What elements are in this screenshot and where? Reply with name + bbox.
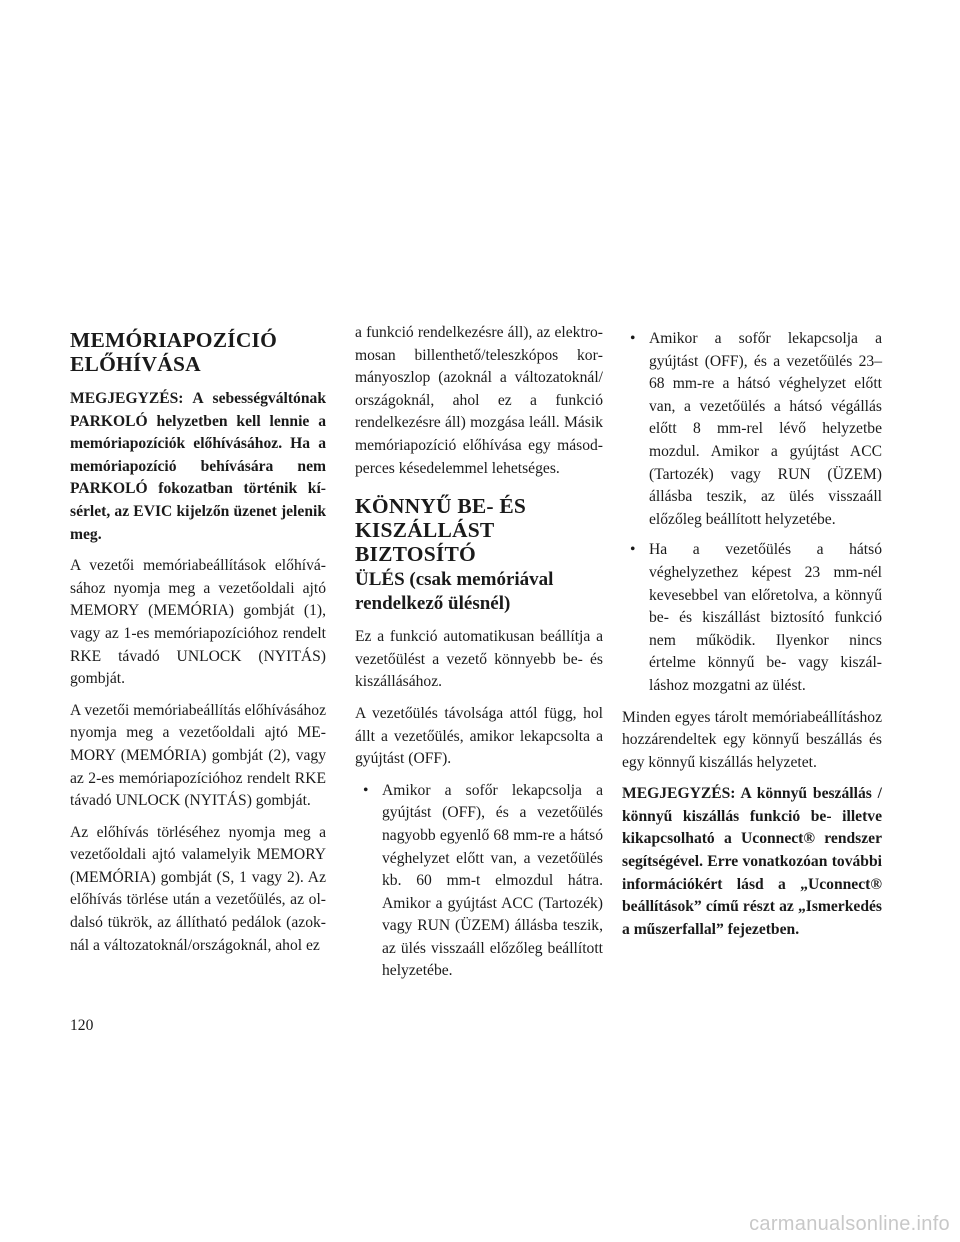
list-item (355, 780, 603, 983)
bullet-glyph: • (630, 330, 636, 347)
watermark: carmanualsonline.info (749, 1213, 950, 1235)
page-number: 120 (70, 1017, 94, 1034)
section-subheading-easy-entry: ÜLÉS (csak memóriával rendelkező ülésnél) (355, 569, 554, 615)
bullet-list (622, 328, 882, 698)
column-right (622, 328, 882, 950)
paragraph: A vezetőülés távolsága attól függ, hol állt a vezetőülés, amikor lekapcsolta a gyújtást (OFF). (355, 704, 603, 768)
note-paragraph: MEGJEGYZÉS: A könnyű beszállás / könnyű kiszállás funkció be- illetve kikapcsolható a Uconnect® rendszer segítségével. Erre vonatkozóan további információkért lásd a „Uconnect® beállítások” című részt az „Ismerkedés a műszerfallal” fejezetben. (622, 785, 882, 938)
section-heading-memory-recall: MEMÓRIAPOZÍCIÓ ELŐHÍVÁSA (70, 328, 278, 376)
bullet-list (355, 780, 603, 983)
paragraph-continued: a funkció rendelkezésre áll), az elektromosan billenthető/teleszkópos kormányoszlop (azoknál a változatoknál/ országoknál, ahol ez a funkció rendelkezésre áll) mozgása leáll. Másik memóriapozíció előhívása egy másodperces késedelemmel lehetséges. (355, 324, 603, 477)
list-item-text: Amikor a sofőr lekapcsolja a gyújtást (OFF), és a vezetőülés nagyobb egyenlő 68 mm-re a hátsó véghelyzet előtt van, a vezetőülés kb. 60 mm-t elmozdul hátra. Amikor a gyújtást ACC (Tartozék) vagy RUN (ÜZEM) állásba teszik, az ülés visszaáll előzőleg beállított helyzetébe. (382, 781, 603, 980)
paragraph: Minden egyes tárolt memóriabeállításhoz hozzárendeltek egy könnyű beszállás és egy könnyű kiszállás helyzetet. (622, 708, 882, 771)
paragraph: Az előhívás törléséhez nyomja meg a vezetőoldali ajtó valamelyik MEMORY (MEMÓRIA) gombját (S, 1 vagy 2). Az előhívás törlése után a vezetőülés, az oldalsó tükrök, az állítható pedálok (azoknál a változatoknál/országoknál, ahol ez (70, 823, 326, 954)
column-middle (355, 322, 603, 992)
list-item-text: Ha a vezetőülés a hátsó véghelyzethez képest 23 mm-nél kevesebbel van előretolva, a könnyű be- és kiszállást biztosító funkció nem működik. Ilyenkor nincs értelme könnyű be- vagy kiszálláshoz mozgatni az ülést. (649, 541, 882, 694)
paragraph: A vezetői memóriabeállítások előhívásához nyomja meg a vezetőoldali ajtó MEMORY (MEMÓRIA) gombját (1), vagy az 1-es memóriapozícióhoz rendelt RKE távadó UNLOCK (NYITÁS) gombját. (70, 557, 326, 688)
list-item (622, 539, 882, 697)
bullet-glyph: • (630, 541, 636, 559)
paragraph: A vezetői memóriabeállítás előhívásához nyomja meg a vezetőoldali ajtó MEMORY (MEMÓRIA) gombját (2), vagy az 2-es memóriapozícióhoz rendelt RKE távadó UNLOCK (NYITÁS) gombját. (70, 701, 326, 810)
note-paragraph: MEGJEGYZÉS: A sebességváltónak PARKOLÓ helyzetben kell lennie a memóriapozíciók előhívásához. Ha a memóriapozíció behívására nem PARKOLÓ fokozatban történik kísérlet, az EVIC kijelzőn üzenet jelenik meg. (70, 390, 326, 543)
section-heading-easy-entry: KÖNNYŰ BE- ÉS KISZÁLLÁST BIZTOSÍTÓ (355, 494, 527, 567)
list-item (622, 328, 882, 531)
bullet-glyph: • (363, 781, 369, 799)
paragraph: Ez a funkció automatikusan beállítja a vezetőülést a vezető könnyebb be- és kiszállásához. (355, 628, 603, 691)
list-item-text: Amikor a sofőr lekapcsolja a gyújtást (OFF), és a vezetőülés 23– 68 mm-re a hátsó véghelyzet előtt van, a vezetőülés a hátsó végállás előtt 8 mm-rel lévő helyzetbe mozdul. Amikor a gyújtást ACC (Tartozék) vagy RUN (ÜZEM) állásba teszik, az ülés visszaáll előzőleg beállított helyzetébe. (649, 330, 882, 528)
column-left (70, 322, 326, 966)
